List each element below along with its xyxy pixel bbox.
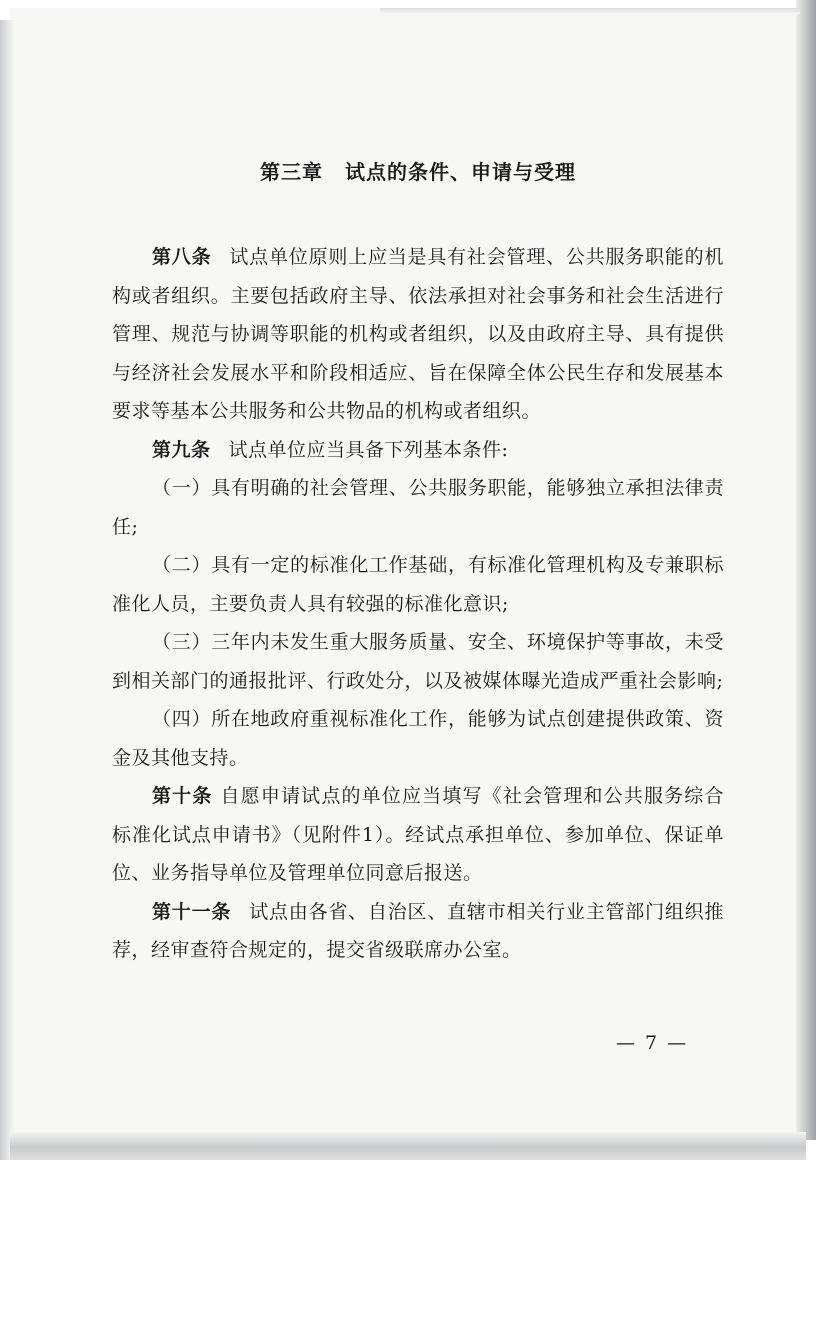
- article-label: 第十一条: [152, 900, 232, 923]
- list-item: （一）具有明确的社会管理、公共服务职能，能够独立承担法律责任;: [112, 477, 724, 538]
- article-10: [112, 777, 724, 893]
- page-edge-top: [380, 8, 800, 14]
- chapter-number: 第三章: [260, 160, 323, 184]
- blank-area: [0, 1160, 816, 1344]
- list-item: （二）具有一定的标准化工作基础，有标准化管理机构及专兼职标准化人员，主要负责人具有较强的标准化意识;: [112, 554, 724, 615]
- article-text: 试点由各省、自治区、直辖市相关行业主管部门组织推荐，经审查符合规定的，提交省级联席办公室。: [112, 900, 724, 961]
- article-text: 试点单位应当具备下列基本条件:: [228, 438, 509, 461]
- list-item: （三）三年内未发生重大服务质量、安全、环境保护等事故，未受到相关部门的通报批评、行政处分，以及被媒体曝光造成严重社会影响;: [112, 631, 724, 692]
- article-9: [112, 431, 724, 470]
- page-edge-bottom: [10, 1132, 806, 1160]
- article-11: [112, 893, 724, 970]
- chapter-heading: 试点的条件、申请与受理: [345, 160, 576, 184]
- article-text: 自愿申请试点的单位应当填写《社会管理和公共服务综合标准化试点申请书》（见附件1）。经试点承担单位、参加单位、保证单位、业务指导单位及管理单位同意后报送。: [112, 785, 724, 884]
- list-item: （四）所在地政府重视标准化工作，能够为试点创建提供政策、资金及其他支持。: [112, 708, 724, 769]
- page-edge-left: [0, 20, 14, 1160]
- chapter-title: [112, 150, 724, 194]
- article-label: 第十条: [152, 785, 213, 807]
- article-8: [112, 238, 724, 431]
- page-number: — 7 —: [616, 1032, 689, 1054]
- article-text: 试点单位原则上应当是具有社会管理、公共服务职能的机构或者组织。主要包括政府主导、依法承担对社会事务和社会生活进行管理、规范与协调等职能的机构或者组织，以及由政府主导、具有提供与经济社会发展水平和阶段相适应、旨在保障全体公民生存和发展基本要求等基本公共服务和公共物品的机构或者组织。: [112, 246, 724, 422]
- article-label: 第八条: [152, 246, 212, 268]
- article-label: 第九条: [152, 438, 211, 461]
- page-edge-right: [796, 0, 816, 1140]
- document-body: [112, 150, 724, 970]
